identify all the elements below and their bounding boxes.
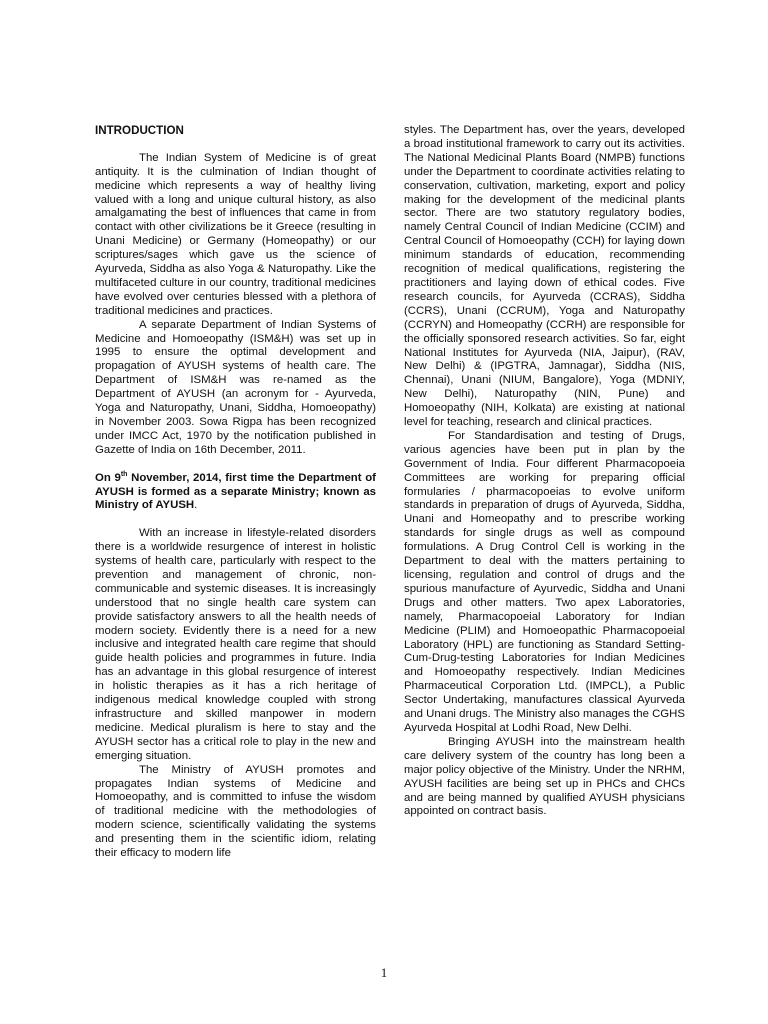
announcement-text: On 9: [95, 471, 121, 484]
spacer: [95, 138, 376, 152]
paragraph: The Indian System of Medicine is of great antiquity. It is the culmination of Indian thought of medicine which represents a way of healthy living valued with a long and unique cultural history, as also amalgamating the best of influences that came in from contact with other civilizations be it Greece (resulting in Unani Medicine) or Germany (Homeopathy) or our scriptures/sages which gave us the science of Ayurveda, Siddha as also Yoga & Naturopathy. Like the multifaceted culture in our country, traditional medicines have evolved over centuries blessed with a plethora of traditional medicines and practices.: [95, 151, 376, 317]
left-column: [95, 124, 376, 861]
paragraph: Bringing AYUSH into the mainstream health care delivery system of the country has long been a major policy objective of the Ministry. Under the NRHM, AYUSH facilities are being set up in PHCs and CHCs and are being manned by qualified AYUSH physicians appointed on contract basis.: [404, 735, 685, 818]
right-column: [404, 124, 685, 819]
ministry-announcement: [95, 472, 376, 514]
paragraph: For Standardisation and testing of Drugs, various agencies have been put in plan by the Government of India. Four different Pharmacopoeia Committees are working for preparing official formularies / pharmacopoeias to evolve uniform standards in preparation of drugs of Ayurveda, Siddha, Unani and Homeopathy and to prescribe working standards for single drugs as well as compound formulations. A Drug Control Cell is working in the Department to deal with the matters pertaining to licensing, regulation and control of drugs and the spurious manufacture of Ayurvedic, Siddha and Unani Drugs and other matters. Two apex Laboratories, namely, Pharmacopoeial Laboratory for Indian Medicine (PLIM) and Homoeopathic Pharmacopoeial Laboratory (HPL) are functioning as Standard Setting-Cum-Drug-testing Laboratories for Indian Medicines and Homoeopathy respectively. Indian Medicines Pharmaceutical Corporation Ltd. (IMPCL), a Public Sector Undertaking, manufactures classical Ayurveda and Unani drugs. The Ministry also manages the CGHS Ayurveda Hospital at Lodhi Road, New Delhi.: [404, 429, 685, 734]
announcement-text: November, 2014, first time the Department of AYUSH is formed as a separate Ministry; known as Ministry of AYUSH: [95, 471, 376, 512]
section-heading: INTRODUCTION: [95, 124, 184, 137]
paragraph: With an increase in lifestyle-related disorders there is a worldwide resurgence of interest in holistic systems of health care, particularly with respect to the prevention and management of chronic, non-communicable and systemic diseases. It is increasingly understood that no single health care system can provide satisfactory answers to all the health needs of modern society. Evidently there is a need for a new inclusive and integrated health care regime that should guide health policies and programmes in future. India has an advantage in this global resurgence of interest in holistic therapies as it has a rich heritage of indigenous medical knowledge coupled with strong infrastructure and skilled manpower in modern medicine. Medical pluralism is here to stay and the AYUSH sector has a critical role to play in the new and emerging situation.: [95, 527, 376, 762]
announcement-period: .: [194, 499, 198, 512]
paragraph: The Ministry of AYUSH promotes and propagates Indian systems of Medicine and Homoeopathy, and is committed to infuse the wisdom of traditional medicine with the methodologies of modern science, scientifically validating the systems and presenting them in the scientific idiom, relating their efficacy to modern life: [95, 763, 376, 860]
spacer: [95, 513, 376, 527]
paragraph: styles. The Department has, over the years, developed a broad institutional framework to carry out its activities. The National Medicinal Plants Board (NMPB) functions under the Department to coordinate activities relating to conservation, cultivation, marketing, export and policy making for the development of the medicinal plants sector. There are two statutory regulatory bodies, namely Central Council of Indian Medicine (CCIM) and Central Council of Homoeopathy (CCH) for laying down minimum standards of education, recommending recognition of medical qualifications, registering the practitioners and laying down of ethical codes. Five research councils, for Ayurveda (CCRAS), Siddha (CCRS), Unani (CCRUM), Yoga and Naturopathy (CCRYN) and Homeopathy (CCRH) are responsible for the officially sponsored research activities. So far, eight National Institutes for Ayurveda (NIA, Jaipur), (RAV, New Delhi) & (IPGTRA, Jamnagar), Siddha (NIS, Chennai), Unani (NIUM, Bangalore), Yoga (MDNIY, New Delhi), Naturopathy (NIN, Pune) and Homoeopathy (NIH, Kolkata) are existing at national level for teaching, research and clinical practices.: [404, 124, 685, 429]
spacer: [95, 458, 376, 472]
page-number: 1: [380, 965, 388, 980]
ordinal-suffix: th: [120, 470, 128, 478]
paragraph: A separate Department of Indian Systems of Medicine and Homoeopathy (ISM&H) was set up in 1995 to ensure the optimal development and propagation of AYUSH systems of health care. The Department of ISM&H was re-named as the Department of AYUSH (an acronym for - Ayurveda, Yoga and Naturopathy, Unani, Siddha, Homoeopathy) in November 2003. Sowa Rigpa has been recognized under IMCC Act, 1970 by the notification published in Gazette of India on 16th December, 2011.: [95, 318, 376, 456]
